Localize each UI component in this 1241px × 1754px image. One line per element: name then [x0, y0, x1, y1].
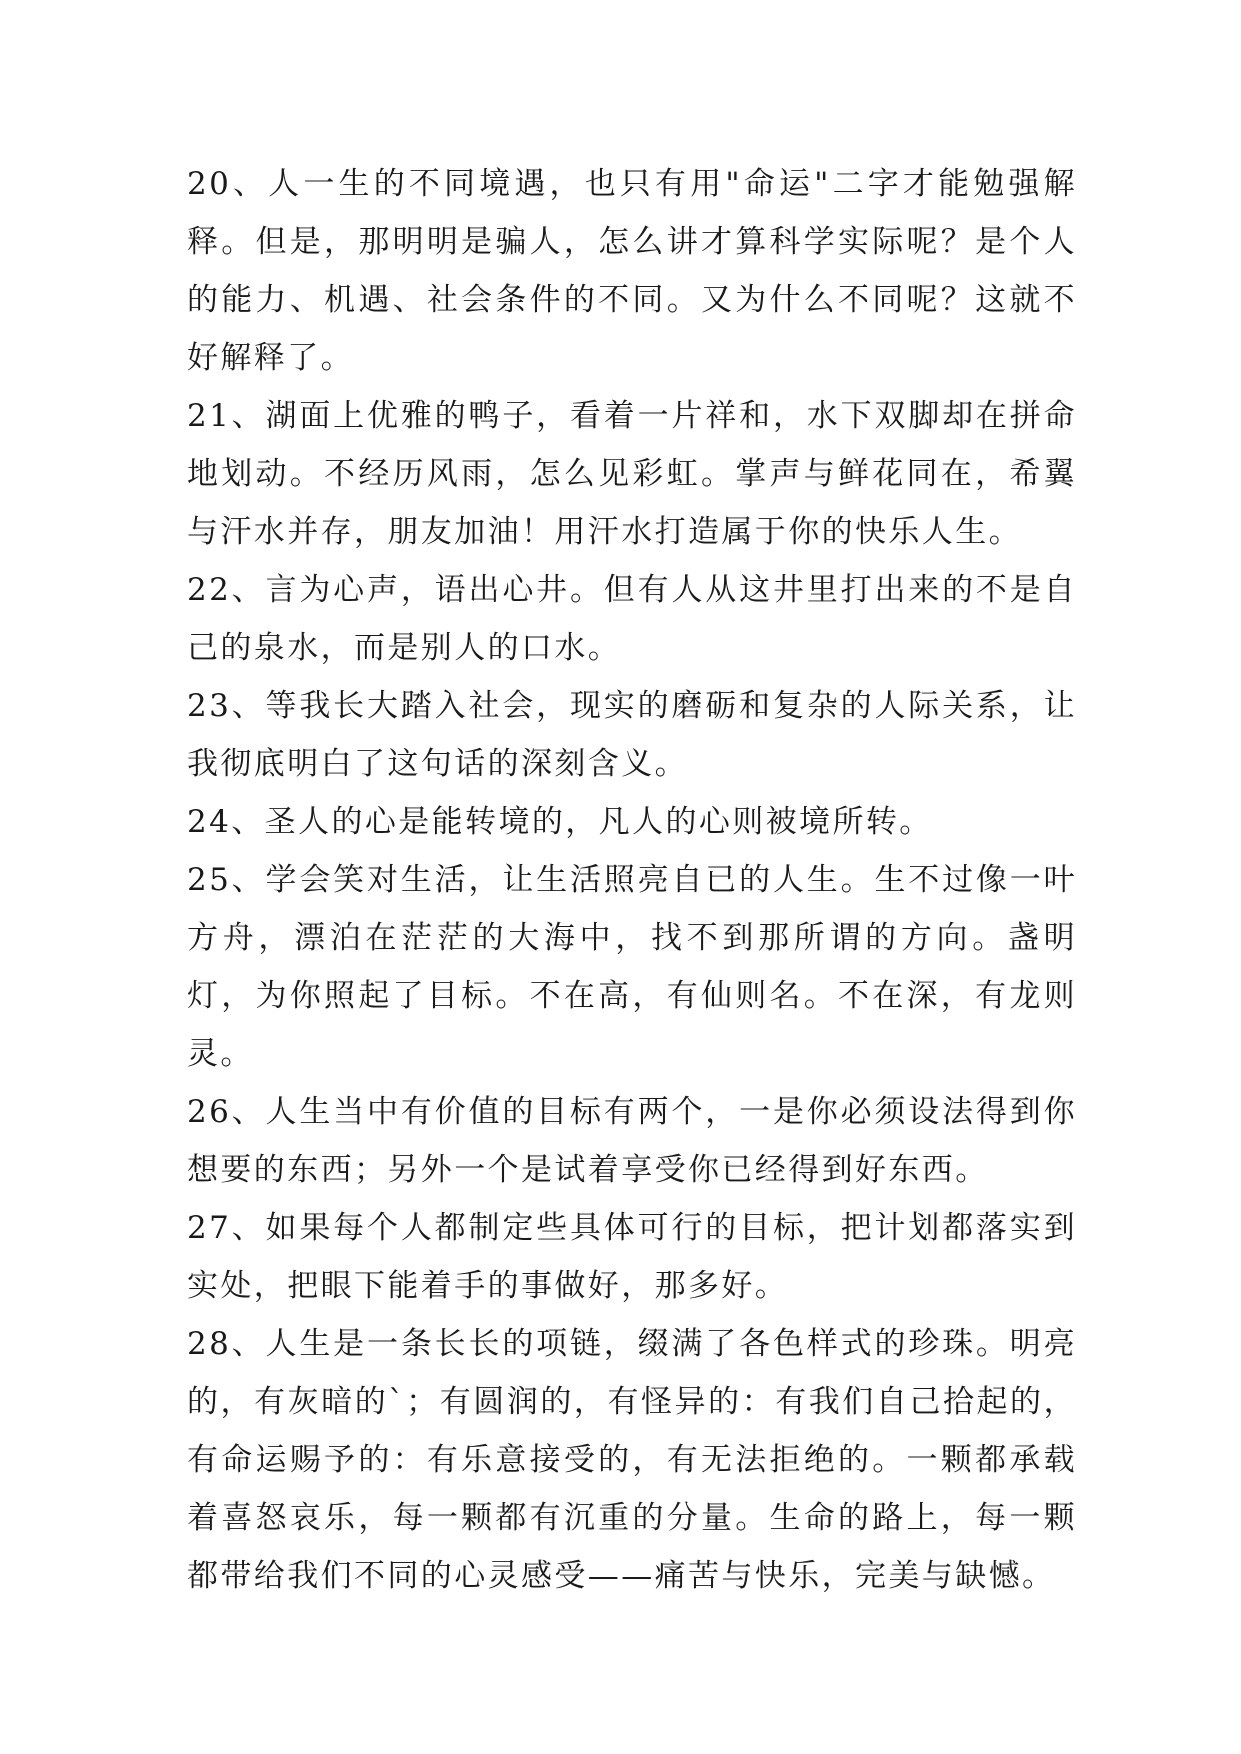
entry-25: 25、学会笑对生活，让生活照亮自已的人生。生不过像一叶方舟，漂泊在茫茫的大海中，找不到那所谓的方向。盏明灯，为你照起了目标。不在高，有仙则名。不在深，有龙则灵。: [187, 862, 1077, 1072]
document-body: [187, 155, 1077, 1605]
entry-20: 20、人一生的不同境遇，也只有用"命运"二字才能勉强解释。但是，那明明是骗人，怎么讲才算科学实际呢？是个人的能力、机遇、社会条件的不同。又为什么不同呢？这就不好解释了。: [187, 166, 1077, 376]
entry-21: 21、湖面上优雅的鸭子，看着一片祥和，水下双脚却在拼命地划动。不经历风雨，怎么见彩虹。掌声与鲜花同在，希翼与汗水并存，朋友加油！用汗水打造属于你的快乐人生。: [187, 398, 1077, 550]
entry-24: 24、圣人的心是能转境的，凡人的心则被境所转。: [187, 804, 933, 840]
entry-22: 22、言为心声，语出心井。但有人从这井里打出来的不是自己的泉水，而是别人的口水。: [187, 572, 1077, 666]
entry-27: 27、如果每个人都制定些具体可行的目标，把计划都落实到实处，把眼下能着手的事做好，那多好。: [187, 1210, 1077, 1304]
entry-26: 26、人生当中有价值的目标有两个，一是你必须设法得到你想要的东西；另外一个是试着享受你已经得到好东西。: [187, 1094, 1077, 1188]
entry-28: 28、人生是一条长长的项链，缀满了各色样式的珍珠。明亮的，有灰暗的`；有圆润的，有怪异的：有我们自己拾起的，有命运赐予的：有乐意接受的，有无法拒绝的。一颗都承载着喜怒哀乐，每一颗都有沉重的分量。生命的路上，每一颗都带给我们不同的心灵感受——痛苦与快乐，完美与缺憾。: [187, 1326, 1077, 1594]
entry-23: 23、等我长大踏入社会，现实的磨砺和复杂的人际关系，让我彻底明白了这句话的深刻含义。: [187, 688, 1077, 782]
